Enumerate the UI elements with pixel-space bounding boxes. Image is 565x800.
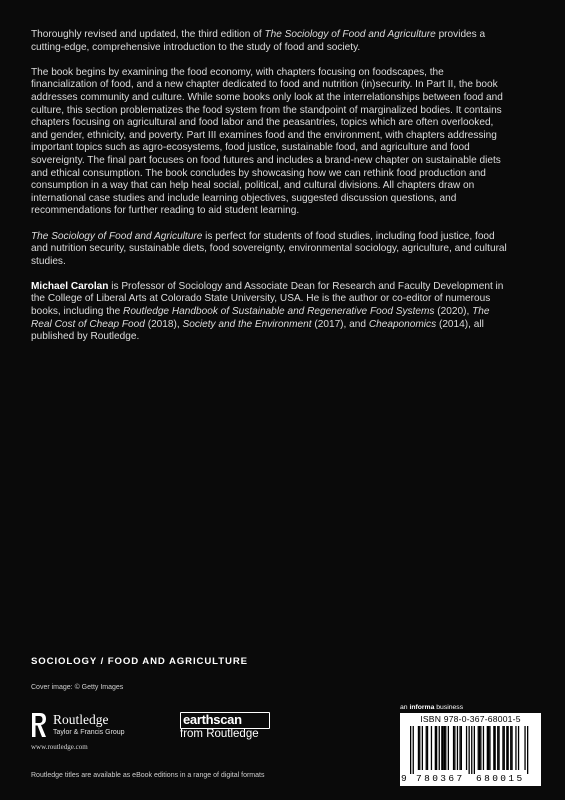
author-bio-4: (2017), and bbox=[311, 318, 369, 330]
informa-suffix: business bbox=[436, 704, 464, 711]
author-bio-1: is Professor of Sociology and Associate Dean for Research and Faculty Development in the College of Liberal Arts at Colorado State University, USA. He is the author or co-editor of numerous books, including the bbox=[31, 280, 504, 318]
isbn-barcode bbox=[400, 713, 541, 786]
earthscan-wordmark: earthscan bbox=[183, 712, 242, 727]
routledge-logo bbox=[31, 710, 141, 750]
intro-text-start: Thoroughly revised and updated, the third edition of bbox=[31, 29, 265, 40]
intro-text-end: provides a cutting-edge, comprehensive introduction to the study of food and society. bbox=[31, 29, 486, 53]
barcode-left-digits: 780367 bbox=[416, 773, 465, 784]
barcode-right-digits: 680015 bbox=[476, 773, 525, 784]
intro-paragraph bbox=[31, 29, 509, 54]
earthscan-from: from Routledge bbox=[180, 728, 259, 740]
book-title-italic-2: The Sociology of Food and Agriculture bbox=[31, 230, 203, 242]
author-paragraph bbox=[31, 281, 509, 344]
cover-image-credit: Cover image: © Getty Images bbox=[31, 684, 124, 691]
barcode-first-digit: 9 bbox=[401, 773, 407, 784]
informa-brand: informa bbox=[409, 704, 435, 711]
earthscan-logo bbox=[180, 712, 270, 744]
informa-line bbox=[400, 704, 463, 711]
routledge-r-icon bbox=[31, 712, 47, 738]
book-cheaponomics: Cheaponomics bbox=[368, 318, 437, 330]
book-society-env: Society and the Environment bbox=[182, 318, 312, 330]
routledge-url: www.routledge.com bbox=[31, 743, 88, 751]
author-bio-2: (2020), bbox=[434, 306, 473, 318]
author-name: Michael Carolan bbox=[31, 280, 109, 292]
routledge-group: Taylor & Francis Group bbox=[53, 729, 125, 736]
book-title-italic: The Sociology of Food and Agriculture bbox=[264, 29, 436, 40]
ebook-note: Routledge titles are available as eBook editions in a range of digital formats bbox=[31, 772, 265, 779]
subject-category: SOCIOLOGY / FOOD AND AGRICULTURE bbox=[31, 656, 248, 667]
audience-paragraph bbox=[31, 231, 509, 269]
earthscan-box bbox=[180, 712, 270, 729]
back-cover-text bbox=[31, 29, 509, 356]
isbn-number: ISBN 978-0-367-68001-5 bbox=[420, 714, 521, 724]
routledge-name: Routledge bbox=[53, 712, 109, 727]
informa-prefix: an bbox=[400, 704, 408, 711]
author-bio-5: (2014), all published by Routledge. bbox=[31, 318, 484, 343]
book-real-cost: The Real Cost of Cheap Food bbox=[31, 306, 490, 330]
description-paragraph: The book begins by examining the food economy, with chapters focusing on foodscapes, the financialization of food, and a new chapter dedicated to food and nutrition (in)security. In Part II, the book addresses community and culture. While some books only look at the interrelationships between food and culture, this section problematizes the food system from the standpoint of marginalized bodies. It contains chapters focusing on agricultural and food labor and the peasantries, topics which are often overlooked, and gender, ethnicity, and poverty. Part III examines food and the environment, with chapters addressing important topics such as agro-ecosystems, food justice, sustainable food, and agriculture and food sovereignty. The final part focuses on food futures and includes a brand-new chapter on sustainable diets and ethical consumption. The book concludes by showcasing how we can rethink food production and consumption in a way that can help heal social, political, and cultural divisions. All chapters draw on international case studies and include learning objectives, suggested discussion questions, and recommendations for further reading to aid student learning. bbox=[31, 66, 503, 217]
audience-text: is perfect for students of food studies, including food justice, food and nutrition security, sustainable diets, food sovereignty, environmental sociology, agriculture, and cultural studies. bbox=[31, 230, 507, 267]
book-handbook: Routledge Handbook of Sustainable and Regenerative Food Systems bbox=[123, 306, 435, 318]
author-bio-3: (2018), bbox=[144, 318, 183, 330]
barcode-bars bbox=[406, 726, 535, 774]
